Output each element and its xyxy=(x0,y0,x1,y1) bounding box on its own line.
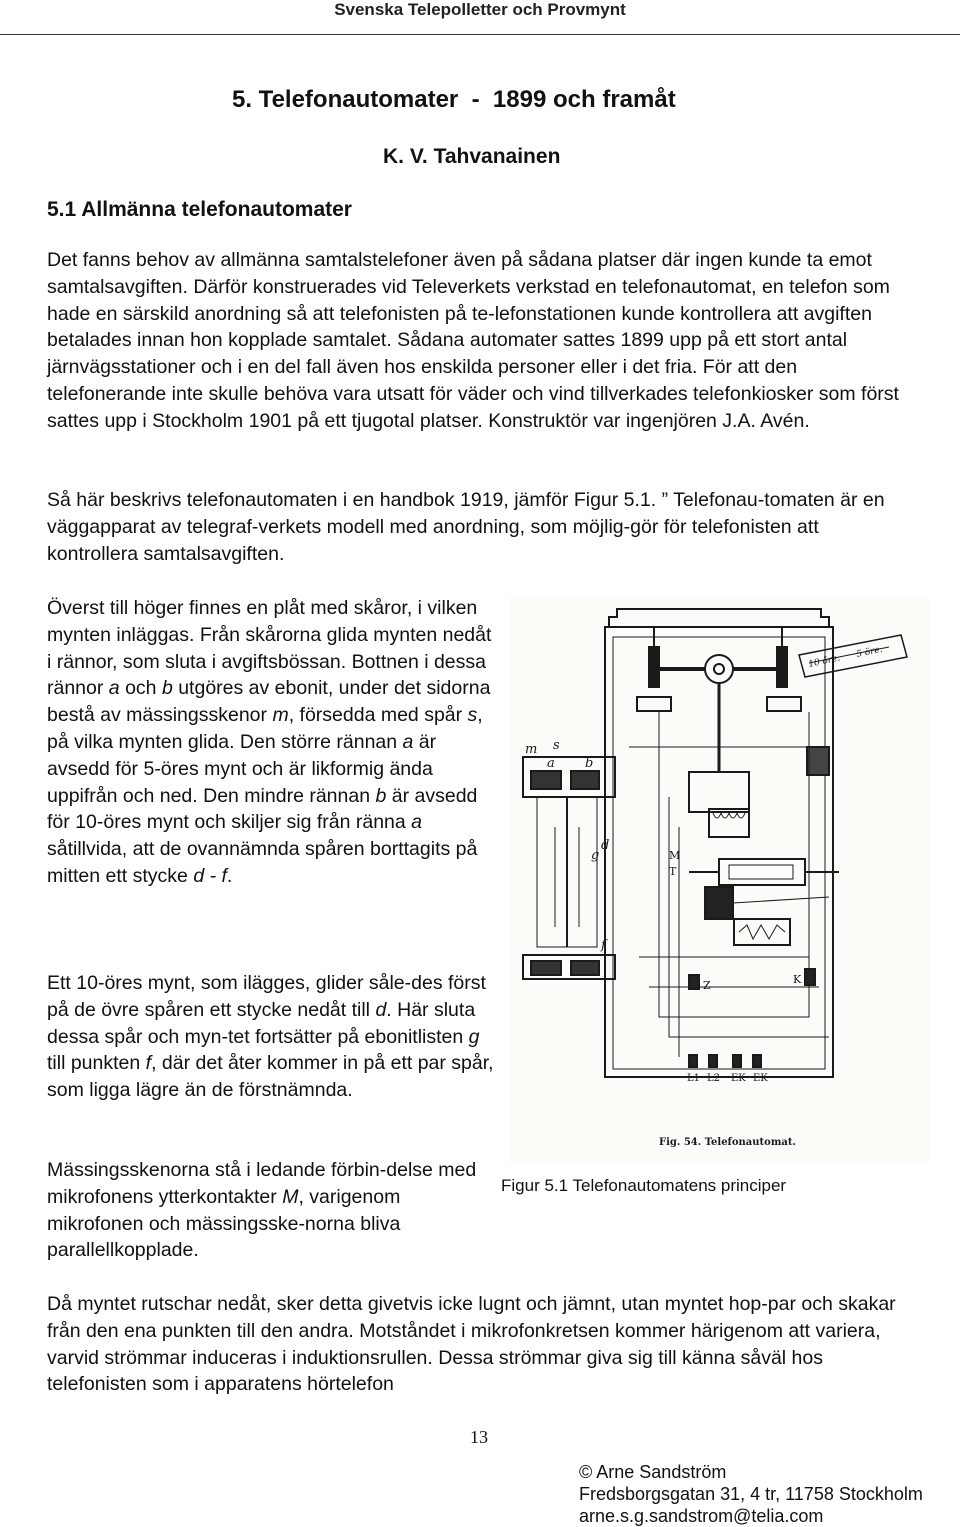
paragraph-5 xyxy=(47,1157,477,1264)
label-M: M xyxy=(669,849,681,862)
label-g: g xyxy=(591,848,600,863)
text-span: Överst till höger finnes en plåt med skåror, i vilken mynten inläggas. Från skårorna glida mynten nedåt i rännor, som sluta i avgiftsbössan. Bottnen i dessa rännor xyxy=(47,597,492,700)
italic-letter: b xyxy=(375,784,387,807)
text-span: , där det åter kommer in på ett par spår, som ligga lägre än de förstnämnda. xyxy=(47,1052,494,1102)
italic-letter: f xyxy=(145,1052,152,1075)
italic-letter: a xyxy=(402,730,414,753)
text-span: . xyxy=(226,864,233,887)
paragraph-1-text: Det fanns behov av allmänna samtalstelefoner även på sådana platser där ingen kunde ta emot samtalsavgiften. Därför konstruerades vid Televerkets verkstad en telefonautomat, en telefon som hade en särskild anordning så att telefonisten på te-lefonstationen kunde kontrollera att avgiften betalades innan hon kopplade samtalet. Sådana automater sattes 1899 upp på ett stort antal järnvägsstationer och i en del fall även hos enskilda personer eller i det fria. För att den telefonerande inte skulle behöva vara utsatt för väder och vind tillverkades telefonkiosker som först sattes upp i Stockholm 1901 på ett tjugotal platser. Konstruktör var ingenjören J.A. Avén. xyxy=(47,249,899,432)
section-title: 5.1 Allmänna telefonautomater xyxy=(47,198,352,221)
telephone-diagram xyxy=(509,597,930,1163)
text-span: Mässingsskenorna stå i ledande förbin-delse med mikrofonens ytterkontakter xyxy=(47,1159,477,1208)
italic-letter: m xyxy=(272,704,289,727)
slot-label-5: 5 öre. xyxy=(855,644,884,660)
footer-contact xyxy=(579,1461,923,1527)
paragraph-2-text: Så här beskrivs telefonautomaten i en handbok 1919, jämför Figur 5.1. ” Telefonau-tomaten är en väggapparat av telegraf-verkets modell med anordning, som möjlig-gör för telefonisten att kontrollera samtalsavgiften. xyxy=(47,489,885,565)
footer-email: arne.s.g.sandstrom@telia.com xyxy=(579,1506,824,1526)
label-K: K xyxy=(793,973,802,986)
italic-letter: d - f xyxy=(193,864,227,887)
label-T: T xyxy=(669,865,677,878)
italic-letter: a xyxy=(411,811,423,834)
paragraph-6-text: Då myntet rutschar nedåt, sker detta givetvis icke lugnt och jämnt, utan myntet hop-par och skakar från den ena punkten till den andra. Motståndet i mikrofonkretsen kommer härigenom att variera, varvid strömmar induceras i induktionsrullen. Dessa strömmar giva sig till känna såväl hos telefonisten som i apparatens hörtelefon xyxy=(47,1293,896,1396)
italic-letter: a xyxy=(108,677,120,700)
italic-letter: M xyxy=(282,1185,299,1208)
italic-letter: d xyxy=(375,998,387,1021)
author: K. V. Tahvanainen xyxy=(383,145,561,168)
footer-copyright: © Arne Sandström xyxy=(579,1462,727,1482)
label-Z: Z xyxy=(703,979,711,992)
text-span: till punkten xyxy=(47,1052,146,1075)
label-s: s xyxy=(553,738,560,753)
slot-label-10: 10 öre. xyxy=(807,653,842,670)
header-rule xyxy=(0,34,960,35)
footer-address: Fredsborgsgatan 31, 4 tr, 11758 Stockholm xyxy=(579,1484,923,1504)
terminal-L1: L1 xyxy=(687,1073,701,1084)
terminal-EK-2: EK xyxy=(753,1073,768,1084)
text-span: är avsedd för 10-öres mynt och skiljer sig från ränna xyxy=(47,784,478,834)
paragraph-2 xyxy=(47,487,913,567)
paragraph-3 xyxy=(47,595,495,890)
text-span: . Här sluta dessa spår och myn-tet fortsätter på ebonitlisten xyxy=(47,998,476,1048)
page-number: 13 xyxy=(470,1427,488,1447)
text-span: Ett 10-öres mynt, som ilägges, glider såle-des först på de övre spåren ett stycke nedåt till xyxy=(47,972,486,1021)
figure-caption: Figur 5.1 Telefonautomatens principer xyxy=(501,1176,787,1195)
italic-letter: s xyxy=(467,704,478,727)
chapter-title: 5. Telefonautomater - 1899 och framåt xyxy=(232,86,676,113)
label-d: d xyxy=(601,838,610,853)
paragraph-1 xyxy=(47,247,913,435)
paragraph-4 xyxy=(47,970,495,1104)
figure-inner-caption: Fig. 54. Telefonautomat. xyxy=(659,1137,796,1148)
text-span: , försedda med spår xyxy=(288,704,468,727)
text-span: utgöres av ebonit, under det sidorna bestå av mässingsskenor xyxy=(47,677,491,727)
text-span: är avsedd för 5-öres mynt och är likformig ända uppifrån och ned. Den mindre rännan xyxy=(47,730,437,807)
text-span: , på vilka mynten glida. Den större rännan xyxy=(47,704,483,753)
text-span: , varigenom mikrofonen och mässingsske-norna bliva parallellkopplade. xyxy=(47,1185,401,1262)
label-b: b xyxy=(585,756,594,771)
text-span: och xyxy=(119,677,162,700)
telephone-diagram-figure xyxy=(509,597,930,1163)
label-f: f xyxy=(601,938,606,953)
terminal-EK-1: EK xyxy=(731,1073,746,1084)
terminal-L2: L2 xyxy=(707,1073,721,1084)
text-span: såtillvida, att de ovannämnda spåren borttagits på mitten ett stycke xyxy=(47,838,478,887)
paragraph-6 xyxy=(47,1291,913,1398)
italic-letter: g xyxy=(468,1025,480,1048)
label-a: a xyxy=(547,756,555,771)
italic-letter: b xyxy=(161,677,173,700)
header-title: Svenska Telepolletter och Provmynt xyxy=(334,0,626,19)
label-m: m xyxy=(525,742,538,757)
